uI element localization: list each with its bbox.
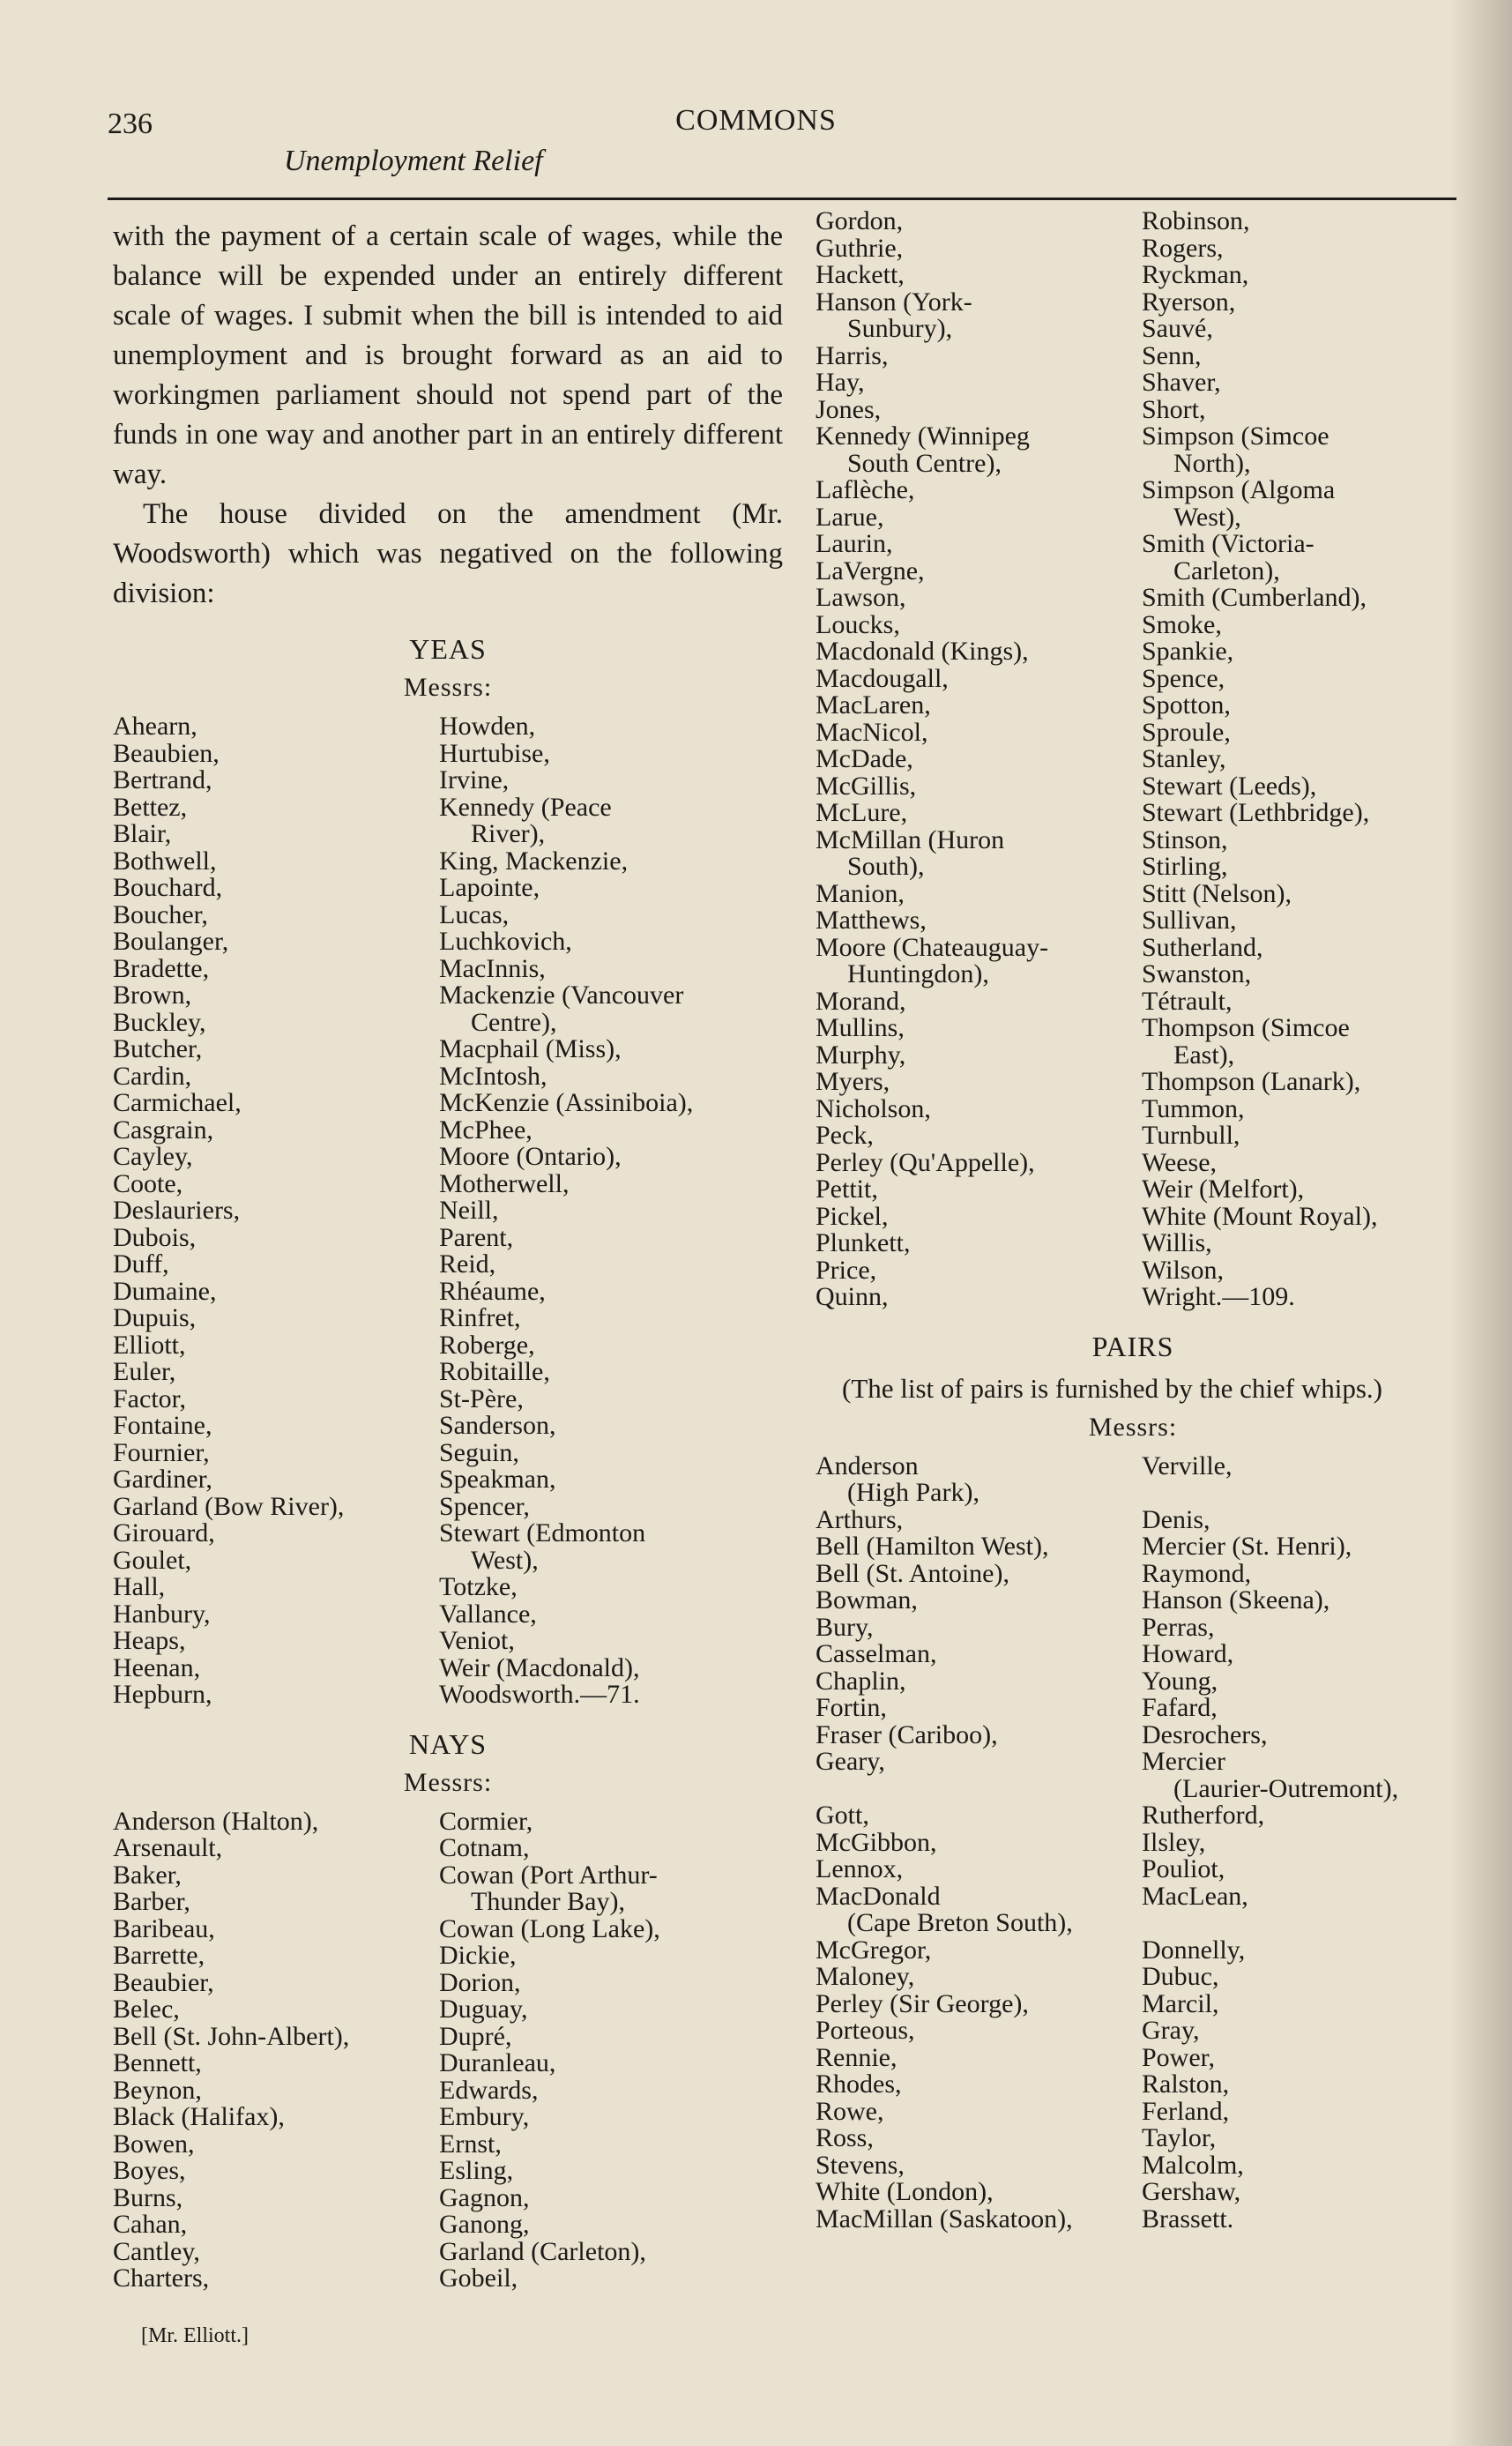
member-name: Short,	[1142, 394, 1206, 424]
member-name: Chaplin,	[816, 1666, 906, 1696]
member-name: Plunkett,	[816, 1228, 911, 1257]
member-name: West),	[1173, 502, 1241, 532]
member-name: Kennedy (Winnipeg	[816, 421, 1030, 451]
member-name: Butcher,	[113, 1034, 203, 1063]
member-name: Stewart (Edmonton	[439, 1518, 646, 1547]
member-name: Carleton),	[1173, 556, 1280, 585]
member-name: Garland (Bow River),	[113, 1491, 345, 1521]
member-name: Robitaille,	[439, 1357, 550, 1386]
yeas-col-2	[439, 713, 783, 1709]
member-name: Peck,	[816, 1121, 874, 1150]
footer-speaker: [Mr. Elliott.]	[141, 2324, 249, 2347]
member-name: Moore (Chateauguay-	[816, 932, 1049, 962]
member-name: Hepburn,	[113, 1680, 212, 1709]
member-name: Maloney,	[816, 1962, 915, 1991]
body-paragraph: with the payment of a certain scale of wages, while the balance will be expended under an entirely different scale of wages. I submit when the bill is intended to aid unemployment and is brought forward as an aid to workingmen parliament should not spend part of the funds in one way and another part in an entirely different way.	[113, 220, 783, 490]
member-name: Charters,	[113, 2263, 210, 2293]
member-name: Centre),	[471, 1007, 557, 1037]
member-name: Macdonald (Kings),	[816, 637, 1029, 666]
member-name: Mercier (St. Henri),	[1142, 1532, 1352, 1561]
member-name: Lucas,	[439, 899, 510, 929]
member-name: Cowan (Port Arthur-	[439, 1860, 658, 1890]
member-name: Perley (Qu'Appelle),	[816, 1147, 1035, 1177]
member-name: Hay,	[816, 368, 865, 397]
member-name: Howden,	[439, 712, 536, 741]
member-name: Elliott,	[113, 1330, 186, 1360]
member-name: Bouchard,	[113, 873, 223, 902]
member-name: Roberge,	[439, 1330, 535, 1360]
nays-list-right	[816, 208, 1450, 1311]
member-name: Esling,	[439, 2156, 514, 2185]
member-name: Rowe,	[816, 2096, 884, 2126]
member-name: Ryerson,	[1142, 287, 1236, 317]
member-name: McGillis,	[816, 771, 917, 801]
member-name: Bell (St. Antoine),	[816, 1558, 1009, 1588]
member-name: Anderson (Halton),	[113, 1806, 319, 1836]
pairs-note: (The list of pairs is furnished by the chief whips.)	[842, 1372, 1382, 1404]
member-name: Guthrie,	[816, 233, 904, 263]
member-name: Stirling,	[1142, 852, 1228, 881]
member-name: Thunder Bay),	[471, 1887, 625, 1916]
member-name: Casselman,	[816, 1639, 937, 1668]
member-name: LaVergne,	[816, 556, 925, 585]
member-name: Donnelly,	[1142, 1935, 1246, 1965]
member-name: Girouard,	[113, 1518, 215, 1547]
member-name: Turnbull,	[1142, 1121, 1240, 1150]
member-name: Smoke,	[1142, 609, 1222, 639]
pairs-list	[816, 1450, 1450, 2233]
member-name: Porteous,	[816, 2016, 915, 2045]
member-name: Carmichael,	[113, 1088, 242, 1117]
pairs-heading: PAIRS	[1091, 1330, 1174, 1362]
member-name: Gershaw,	[1142, 2177, 1241, 2206]
member-name: McGregor,	[816, 1935, 932, 1965]
member-name: Bradette,	[113, 953, 210, 983]
member-name: Beynon,	[113, 2075, 202, 2105]
member-name	[1142, 1910, 1450, 1937]
member-name: MacDonald	[816, 1881, 941, 1911]
page-number: 236	[108, 108, 153, 140]
member-name: Deslauriers,	[113, 1196, 241, 1225]
member-name: Ganong,	[439, 2210, 530, 2239]
member-name: Macphail (Miss),	[439, 1034, 622, 1063]
member-name: Edwards,	[439, 2075, 539, 2105]
member-name: Dubois,	[113, 1222, 197, 1252]
member-name: Seguin,	[439, 1437, 519, 1467]
member-name: Dickie,	[439, 1941, 517, 1970]
member-name: Swanston,	[1142, 959, 1252, 988]
member-name: Sutherland,	[1142, 932, 1263, 962]
member-name: Sanderson,	[439, 1411, 556, 1440]
member-name: Irvine,	[439, 765, 510, 794]
member-name: Parent,	[439, 1222, 514, 1252]
member-name: Belec,	[113, 1995, 180, 2024]
member-name: Speakman,	[439, 1465, 556, 1494]
member-name: Casgrain,	[113, 1115, 214, 1145]
nays-heading: NAYS	[408, 1727, 488, 1760]
member-name: Howard,	[1142, 1639, 1234, 1668]
member-name: Shaver,	[1142, 368, 1221, 397]
member-name: McLure,	[816, 798, 908, 827]
member-name: Jones,	[816, 394, 882, 424]
running-title: COMMONS	[675, 104, 837, 137]
yeas-messrs: Messrs:	[403, 673, 493, 702]
member-name: Barrette,	[113, 1941, 205, 1970]
member-name: Price,	[816, 1255, 877, 1285]
member-name: Verville,	[1142, 1450, 1233, 1480]
nays-messrs: Messrs:	[403, 1767, 493, 1797]
nays-col-1	[113, 1808, 439, 2293]
member-name: Fafard,	[1142, 1693, 1218, 1722]
member-name: Boulanger,	[113, 927, 229, 956]
member-name: Bothwell,	[113, 846, 217, 876]
member-name: (High Park),	[847, 1478, 979, 1507]
member-name: MacNicol,	[816, 717, 928, 747]
member-name: Rogers,	[1142, 233, 1224, 263]
member-name: Brassett.	[1142, 2204, 1234, 2233]
member-name: Anderson	[816, 1450, 919, 1480]
member-name: Duff,	[113, 1249, 169, 1279]
member-name: Smith (Victoria-	[1142, 529, 1315, 558]
member-name: Cotnam,	[439, 1833, 530, 1862]
member-name: Rhodes,	[816, 2069, 902, 2099]
member-name: King, Mackenzie,	[439, 846, 629, 876]
member-name: Garland (Carleton),	[439, 2236, 646, 2266]
member-name: Cantley,	[113, 2236, 200, 2266]
member-name: Boucher,	[113, 899, 208, 929]
member-name: Bennett,	[113, 2048, 202, 2077]
body-paragraph: The house divided on the amendment (Mr. Woodsworth) which was negatived on the following division:	[113, 498, 783, 609]
member-name: Spencer,	[439, 1491, 530, 1521]
member-name: Arthurs,	[816, 1504, 904, 1534]
member-name: MacLaren,	[816, 690, 931, 720]
member-name: McPhee,	[439, 1115, 533, 1145]
member-name: Thompson (Simcoe	[1142, 1013, 1350, 1042]
member-name: Neill,	[439, 1196, 499, 1225]
member-name: Hurtubise,	[439, 738, 550, 768]
member-name: Huntingdon),	[847, 959, 989, 988]
member-name: Arsenault,	[113, 1833, 223, 1862]
member-name: Ahearn,	[113, 712, 197, 741]
member-name: Baker,	[113, 1860, 182, 1890]
member-name: Hanson (Skeena),	[1142, 1585, 1330, 1615]
member-name: Motherwell,	[439, 1168, 570, 1198]
member-name: Vallance,	[439, 1599, 537, 1629]
member-name: Fortin,	[816, 1693, 887, 1722]
member-name: Myers,	[816, 1067, 890, 1096]
member-name: Matthews,	[816, 906, 927, 935]
member-name: Embury,	[439, 2102, 530, 2131]
member-name: North),	[1173, 448, 1251, 478]
yeas-list	[113, 713, 783, 1709]
member-name: Malcolm,	[1142, 2150, 1244, 2180]
member-name: Duguay,	[439, 1995, 528, 2024]
member-name: Cayley,	[113, 1142, 193, 1171]
member-name: Perley (Sir George),	[816, 1988, 1029, 2018]
member-name: MacMillan (Saskatoon),	[816, 2204, 1073, 2233]
member-name: Raymond,	[1142, 1558, 1252, 1588]
yeas-col-1	[113, 713, 439, 1709]
member-name: Luchkovich,	[439, 927, 572, 956]
member-name: Laflèche,	[816, 475, 915, 504]
member-name: Factor,	[113, 1383, 186, 1413]
member-name: Stinson,	[1142, 824, 1228, 854]
member-name: Perras,	[1142, 1612, 1215, 1642]
member-name: Goulet,	[113, 1545, 192, 1575]
member-name: Macdougall,	[816, 663, 949, 693]
nays-list-left	[113, 1808, 783, 2293]
member-name: Simpson (Algoma	[1142, 475, 1336, 504]
header-rule	[108, 198, 1456, 200]
member-name: Fraser (Cariboo),	[816, 1719, 998, 1749]
member-name: Bowen,	[113, 2129, 195, 2159]
member-name: Stewart (Lethbridge),	[1142, 798, 1370, 827]
member-name: Spotton,	[1142, 690, 1231, 720]
member-name: McMillan (Huron	[816, 824, 1005, 854]
member-name: Gray,	[1142, 2016, 1200, 2045]
member-name: Reid,	[439, 1249, 496, 1279]
member-name: Power,	[1142, 2042, 1215, 2072]
nays-col-3	[816, 208, 1142, 1311]
member-name: Beaubien,	[113, 738, 220, 768]
member-name: Morand,	[816, 986, 906, 1016]
member-name: Fournier,	[113, 1437, 210, 1467]
member-name: Sullivan,	[1142, 906, 1237, 935]
nays-col-2	[439, 1808, 783, 2293]
member-name: Sunbury),	[847, 314, 953, 343]
member-name: Pettit,	[816, 1175, 878, 1204]
member-name: Desrochers,	[1142, 1719, 1268, 1749]
member-name: Pouliot,	[1142, 1854, 1225, 1883]
member-name: Bury,	[816, 1612, 874, 1642]
member-name: Mercier	[1142, 1747, 1225, 1776]
member-name: Dupuis,	[113, 1303, 197, 1332]
member-name: Woodsworth.—71.	[439, 1680, 640, 1709]
member-name: Totzke,	[439, 1572, 518, 1601]
member-name: South),	[847, 852, 925, 881]
member-name: Tétrault,	[1142, 986, 1233, 1016]
member-name: Weir (Melfort),	[1142, 1175, 1305, 1204]
member-name: Wright.—109.	[1142, 1282, 1295, 1311]
member-name: Baribeau,	[113, 1913, 215, 1943]
member-name	[816, 1776, 1142, 1803]
member-name: Ilsley,	[1142, 1827, 1206, 1857]
member-name: McGibbon,	[816, 1827, 937, 1857]
member-name: Dubuc,	[1142, 1962, 1219, 1991]
right-column	[816, 208, 1450, 2233]
member-name	[1142, 1480, 1450, 1507]
member-name: Lapointe,	[439, 873, 540, 902]
nays-col-4	[1142, 208, 1450, 1311]
member-name: Geary,	[816, 1747, 885, 1776]
member-name: Black (Halifax),	[113, 2102, 285, 2131]
member-name: Bowman,	[816, 1585, 918, 1615]
member-name: Wilson,	[1142, 1255, 1224, 1285]
member-name: Hall,	[113, 1572, 166, 1601]
member-name: McIntosh,	[439, 1061, 547, 1091]
member-name: Weese,	[1142, 1147, 1218, 1177]
member-name: Gordon,	[816, 206, 904, 235]
pairs-col-2	[1142, 1450, 1450, 2233]
member-name: Ernst,	[439, 2129, 502, 2159]
member-name: Heaps,	[113, 1626, 186, 1655]
member-name: Kennedy (Peace	[439, 792, 612, 822]
member-name: Boyes,	[113, 2156, 186, 2185]
member-name: Dorion,	[439, 1967, 521, 1997]
yeas-heading: YEAS	[409, 633, 487, 665]
member-name: Stitt (Nelson),	[1142, 878, 1292, 908]
member-name: Moore (Ontario),	[439, 1142, 622, 1171]
member-name: Hackett,	[816, 260, 905, 289]
member-name: Coote,	[113, 1168, 183, 1198]
page-edge-shadow	[1449, 0, 1512, 2446]
member-name: Cowan (Long Lake),	[439, 1913, 660, 1943]
member-name: Mullins,	[816, 1013, 905, 1042]
member-name: Burns,	[113, 2182, 183, 2212]
member-name: Ferland,	[1142, 2096, 1230, 2126]
member-name: Ryckman,	[1142, 260, 1249, 289]
member-name: Simpson (Simcoe	[1142, 421, 1330, 451]
member-name: Dumaine,	[113, 1276, 217, 1306]
member-name: Smith (Cumberland),	[1142, 583, 1367, 612]
member-name: McDade,	[816, 744, 913, 773]
left-column	[113, 217, 783, 2293]
member-name: Taylor,	[1142, 2123, 1217, 2152]
pairs-col-1	[816, 1450, 1142, 2233]
member-name: Gagnon,	[439, 2182, 530, 2212]
section-title: Unemployment Relief	[284, 145, 543, 177]
member-name: Rutherford,	[1142, 1801, 1265, 1830]
member-name: Cardin,	[113, 1061, 192, 1091]
member-name: Beaubier,	[113, 1967, 214, 1997]
member-name: Robinson,	[1142, 206, 1250, 235]
member-name: Cahan,	[113, 2210, 188, 2239]
member-name: Stewart (Leeds),	[1142, 771, 1317, 801]
member-name: Hanbury,	[113, 1599, 211, 1629]
member-name: St-Père,	[439, 1383, 524, 1413]
member-name: McKenzie (Assiniboia),	[439, 1088, 694, 1117]
member-name: South Centre),	[847, 448, 1002, 478]
member-name: Barber,	[113, 1887, 190, 1916]
member-name: Sauvé,	[1142, 314, 1213, 343]
member-name: Senn,	[1142, 340, 1202, 370]
pairs-messrs: Messrs:	[1088, 1412, 1178, 1442]
member-name: Nicholson,	[816, 1093, 931, 1123]
member-name: Quinn,	[816, 1282, 889, 1311]
member-name: Young,	[1142, 1666, 1218, 1696]
member-name: Cormier,	[439, 1806, 533, 1836]
member-name: Ralston,	[1142, 2069, 1230, 2099]
member-name: Hanson (York-	[816, 287, 972, 317]
member-name: River),	[471, 819, 546, 848]
member-name: Denis,	[1142, 1504, 1210, 1534]
member-name: MacLean,	[1142, 1881, 1248, 1911]
member-name: Gardiner,	[113, 1465, 212, 1494]
member-name: Rennie,	[816, 2042, 898, 2072]
member-name: Duranleau,	[439, 2048, 556, 2077]
member-name: Weir (Macdonald),	[439, 1652, 640, 1682]
member-name: (Cape Breton South),	[847, 1908, 1073, 1937]
member-name: Bell (Hamilton West),	[816, 1532, 1049, 1561]
member-name: Loucks,	[816, 609, 900, 639]
member-name: Euler,	[113, 1357, 176, 1386]
member-name: Dupré,	[439, 2021, 512, 2051]
member-name: Fontaine,	[113, 1411, 212, 1440]
member-name: Lawson,	[816, 583, 906, 612]
member-name: Gott,	[816, 1801, 869, 1830]
member-name: Larue,	[816, 502, 884, 532]
member-name: Willis,	[1142, 1228, 1212, 1257]
member-name: Ross,	[816, 2123, 874, 2152]
member-name: Rhéaume,	[439, 1276, 546, 1306]
member-name: Murphy,	[816, 1040, 906, 1070]
member-name: Bertrand,	[113, 765, 212, 794]
member-name: Manion,	[816, 878, 905, 908]
member-name: Mackenzie (Vancouver	[439, 981, 684, 1010]
member-name: Tummon,	[1142, 1093, 1245, 1123]
member-name: Spence,	[1142, 663, 1225, 693]
member-name: Stanley,	[1142, 744, 1226, 773]
member-name: Marcil,	[1142, 1988, 1219, 2018]
member-name: Spankie,	[1142, 637, 1234, 666]
member-name: Rinfret,	[439, 1303, 521, 1332]
member-name: Buckley,	[113, 1007, 206, 1037]
member-name: Harris,	[816, 340, 889, 370]
member-name: East),	[1173, 1040, 1235, 1070]
member-name: Gobeil,	[439, 2263, 518, 2293]
member-name: White (Mount Royal),	[1142, 1201, 1378, 1231]
member-name: Laurin,	[816, 529, 893, 558]
member-name: Lennox,	[816, 1854, 904, 1883]
member-name: Brown,	[113, 981, 192, 1010]
member-name: Bell (St. John-Albert),	[113, 2021, 350, 2051]
member-name: Bettez,	[113, 792, 188, 822]
member-name: Thompson (Lanark),	[1142, 1067, 1361, 1096]
member-name: Blair,	[113, 819, 172, 848]
member-name: Veniot,	[439, 1626, 515, 1655]
member-name: Stevens,	[816, 2150, 905, 2180]
member-name: West),	[471, 1545, 539, 1575]
member-name: Heenan,	[113, 1652, 201, 1682]
member-name: MacInnis,	[439, 953, 546, 983]
member-name: (Laurier-Outremont),	[1173, 1773, 1399, 1803]
member-name: Pickel,	[816, 1201, 889, 1231]
member-name: Sproule,	[1142, 717, 1231, 747]
member-name: White (London),	[816, 2177, 994, 2206]
